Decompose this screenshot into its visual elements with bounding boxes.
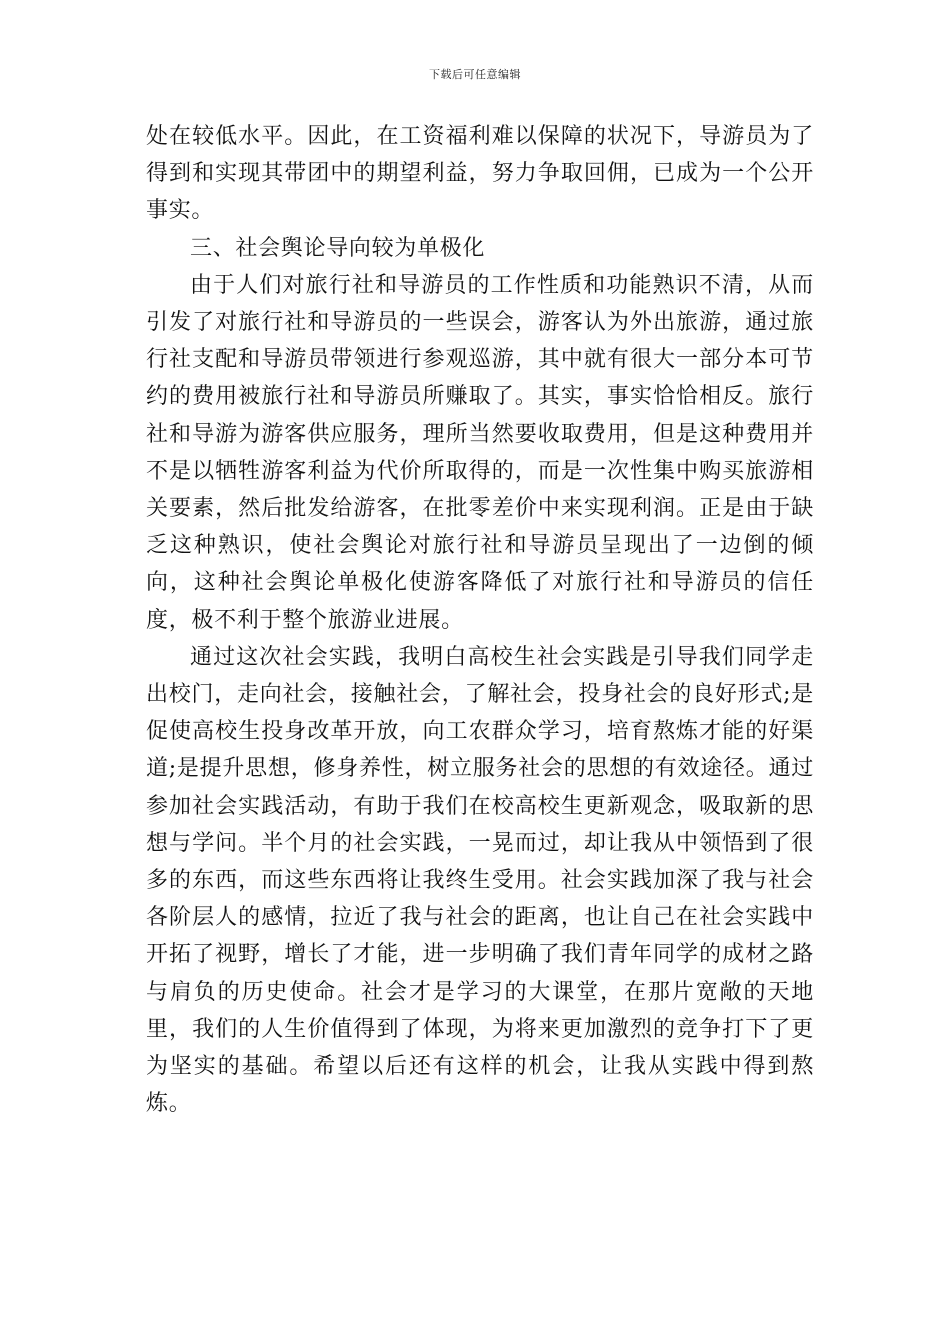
paragraph-conclusion: 通过这次社会实践，我明白高校生社会实践是引导我们同学走出校门，走向社会，接触社会，了解社会，投身社会的良好形式;是促使高校生投身改革开放，向工农群众学习，培育熬炼才能的好渠道;是提升思想，修身养性，树立服务社会的思想的有效途径。通过参加社会实践活动，有助于我们在校高校生更新观念，吸取新的思想与学问。半个月的社会实践，一晃而过，却让我从中领悟到了很多的东西，而这些东西将让我终生受用。社会实践加深了我与社会各阶层人的感情，拉近了我与社会的距离，也让自己在社会实践中开拓了视野，增长了才能，进一步明确了我们青年同学的成材之路与肩负的历史使命。社会才是学习的大课堂，在那片宽敞的天地里，我们的人生价值得到了体现，为将来更加激烈的竞争打下了更为坚实的基础。希望以后还有这样的机会，让我从实践中得到熬炼。	[146, 644, 814, 1117]
page-header: 下载后可任意编辑	[429, 68, 521, 81]
paragraph-public-opinion: 由于人们对旅行社和导游员的工作性质和功能熟识不清，从而引发了对旅行社和导游员的一些误会，游客认为外出旅游，通过旅行社支配和导游员带领进行参观巡游，其中就有很大一部分本可节约的费用被旅行社和导游员所赚取了。其实，事实恰恰相反。旅行社和导游为游客供应服务，理所当然要收取费用，但是这种费用并不是以牺牲游客利益为代价所取得的，而是一次性集中购买旅游相关要素，然后批发给游客，在批零差价中来实现利润。正是由于缺乏这种熟识，使社会舆论对旅行社和导游员呈现出了一边倒的倾向，这种社会舆论单极化使游客降低了对旅行社和导游员的信任度，极不利于整个旅游业进展。	[146, 272, 814, 633]
section-heading: 三、社会舆论导向较为单极化	[190, 235, 486, 261]
paragraph-continuation: 处在较低水平。因此，在工资福利难以保障的状况下，导游员为了得到和实现其带团中的期望利益，努力争取回佣，已成为一个公开事实。	[146, 124, 814, 224]
document-body	[146, 118, 814, 1122]
